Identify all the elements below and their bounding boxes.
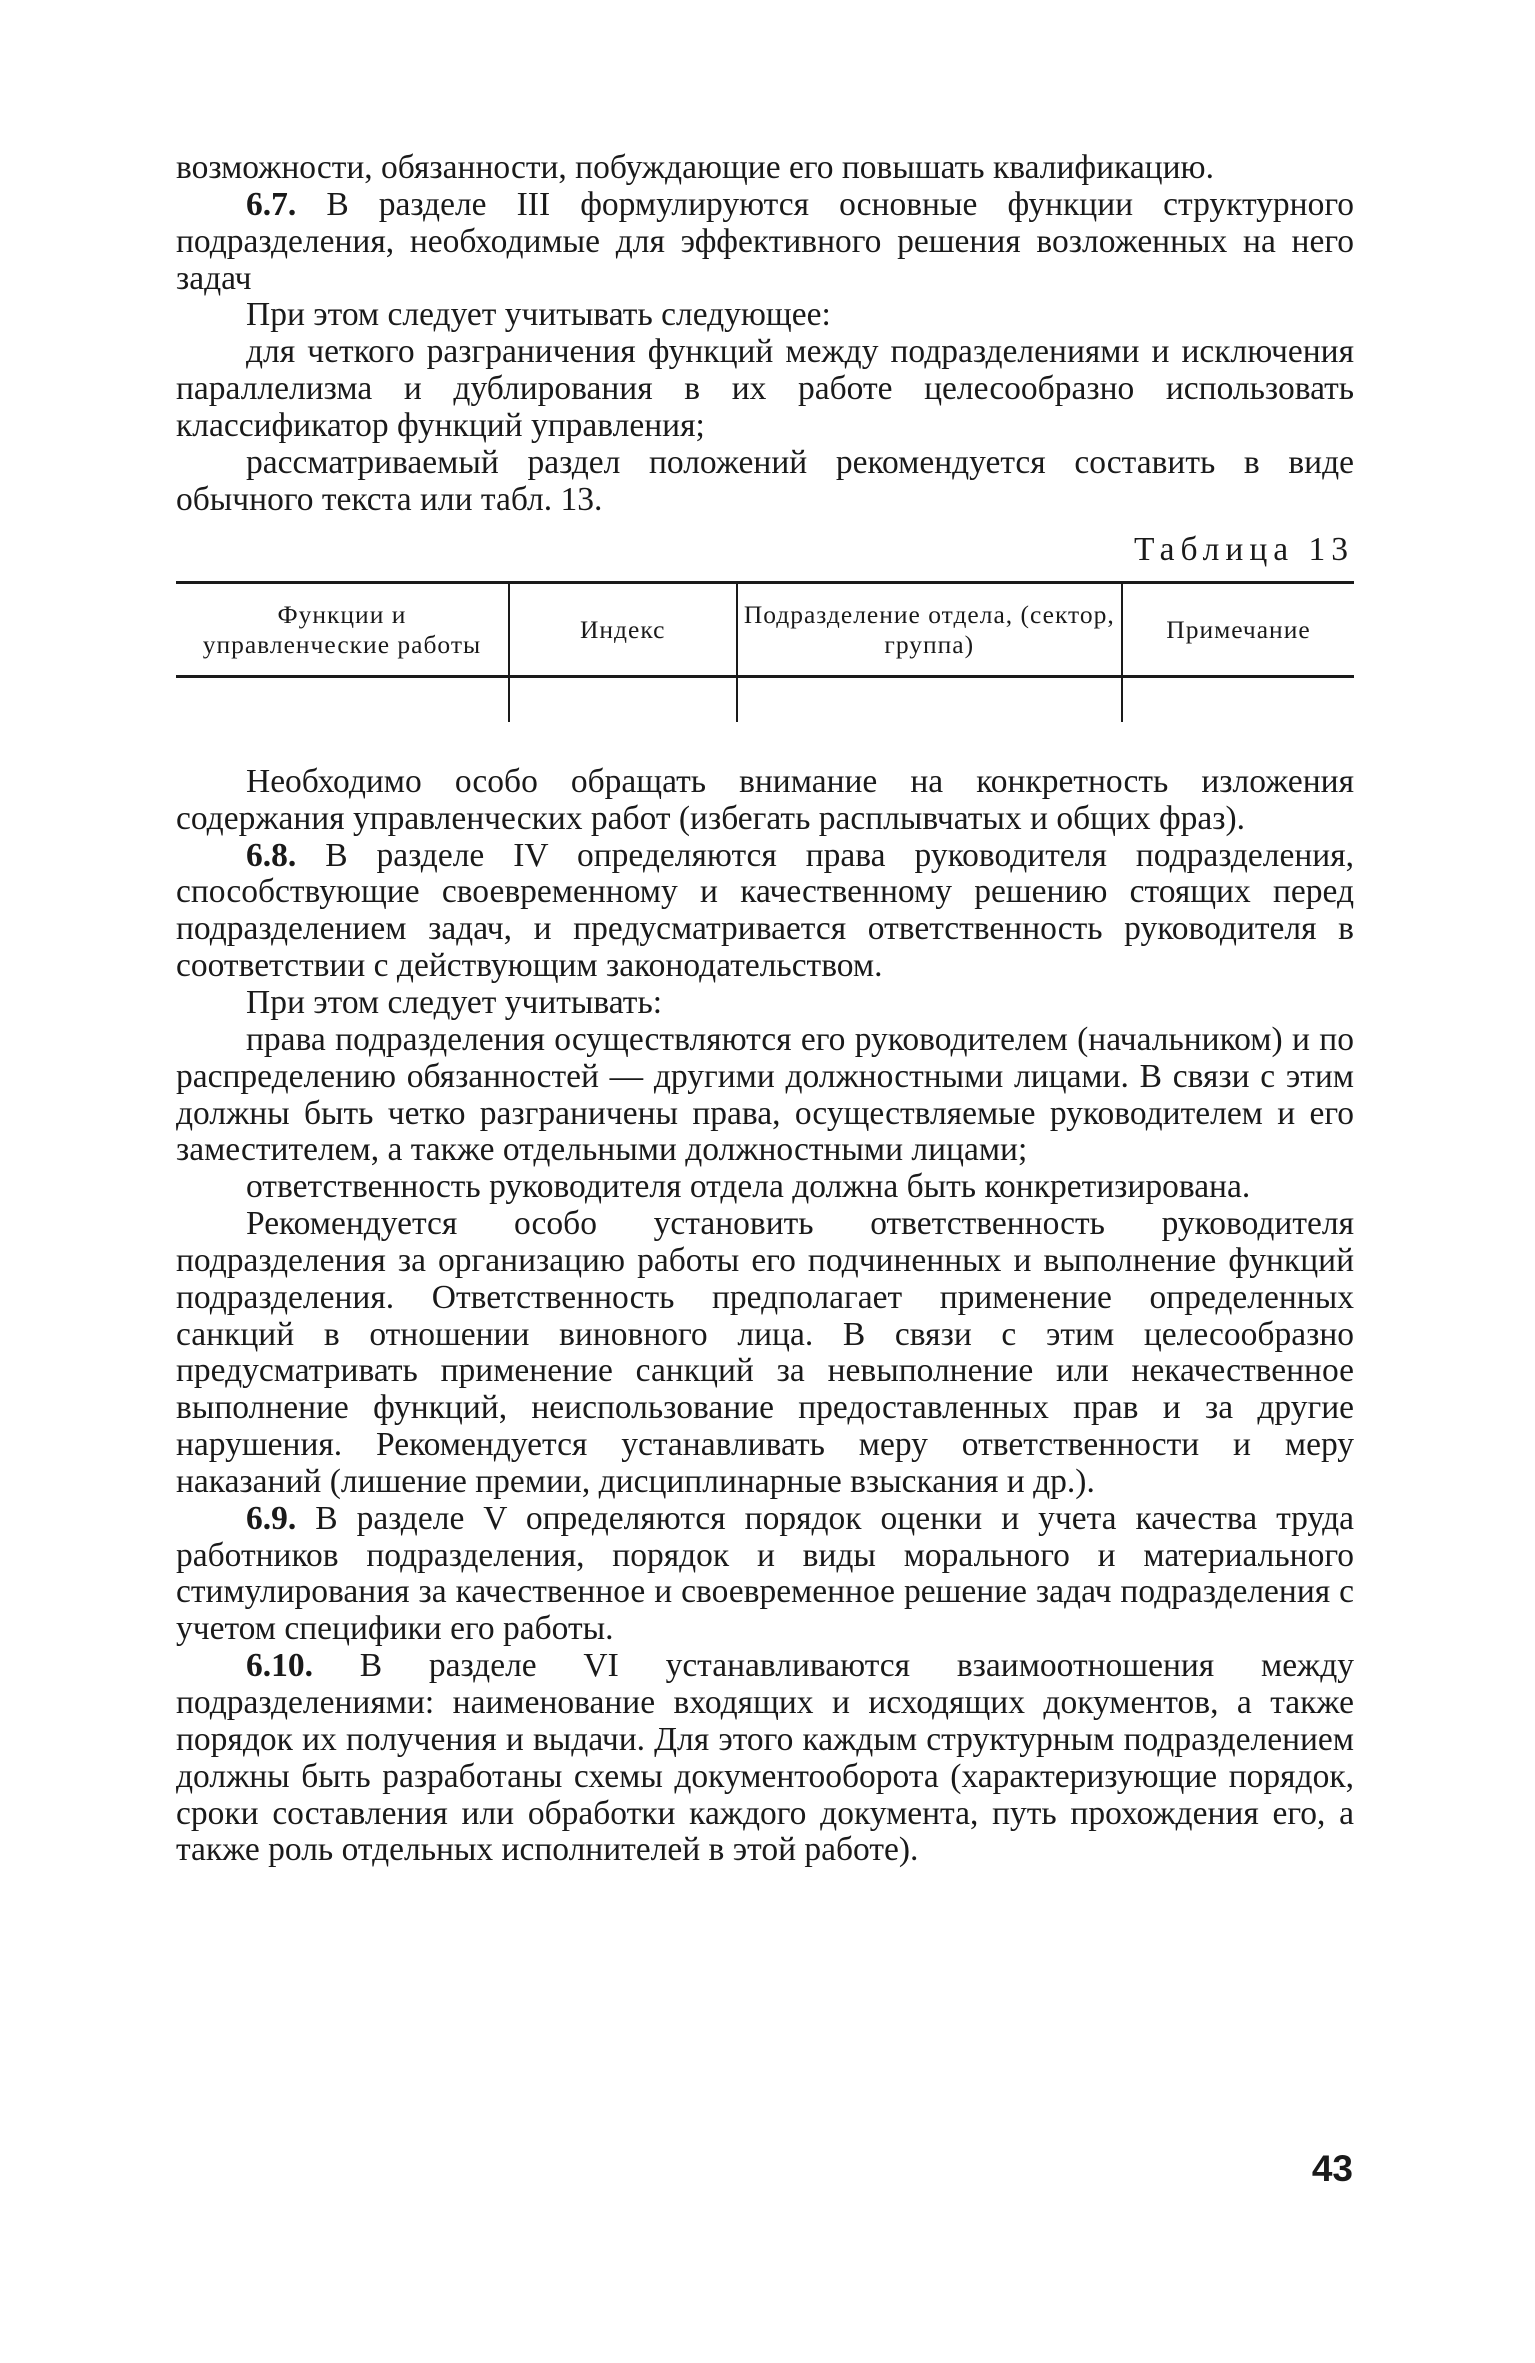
paragraph-text: для четкого разграничения функций между подразделениями и исключения параллелизма и дублирования в их работе целесообразно использовать классификатор функций управления; [176, 333, 1354, 444]
paragraph-p-6-10 [176, 1648, 1354, 1869]
paragraph-text: В разделе VI устанавливаются взаимоотношения между подразделениями: наименование входящих и исходящих документов, а также порядок их получения и выдачи. Для этого каждым структурным подразделением должны быть разработаны схемы документооборота (характеризующие порядок, сроки составления или обработки каждого документа, путь прохождения его, а также роль отдельных исполнителей в этой работе). [176, 1647, 1354, 1869]
section-number: 6.7. [246, 185, 297, 223]
header-note: Примечание [1122, 583, 1354, 677]
table-cell [176, 676, 509, 722]
section-number: 6.10. [246, 1647, 313, 1685]
paragraph-text: возможности, обязанности, побуждающие его повышать квалификацию. [176, 149, 1214, 186]
paragraph-p-6-9 [176, 1501, 1354, 1648]
paragraph-text: Необходимо особо обращать внимание на конкретность изложения содержания управленческих работ (избегать расплывчатых и общих фраз). [176, 762, 1354, 837]
table-empty-row [176, 676, 1354, 722]
paragraph-p-section-form [176, 445, 1354, 519]
paragraph-p-recommend [176, 1206, 1354, 1501]
header-subdivision: Подразделение отдела, (сектор, группа) [737, 583, 1122, 677]
paragraph-text: рассматриваемый раздел положений рекомендуется составить в виде обычного текста или табл. 13. [176, 443, 1354, 518]
table-cell [1122, 676, 1354, 722]
paragraph-text: При этом следует учитывать: [246, 983, 663, 1021]
paragraph-text: При этом следует учитывать следующее: [246, 296, 831, 334]
header-functions: Функции и управленческие работы [176, 583, 509, 677]
functions-table [176, 581, 1354, 722]
paragraph-text: права подразделения осуществляются его руководителем (начальником) и по распределению обязанностей — другими должностными лицами. В связи с этим должны быть четко разграничены права, осуществляемые руководителем и его заместителем, а также отдельными должностными лицами; [176, 1020, 1354, 1169]
paragraph-p-responsibility [176, 1169, 1354, 1206]
paragraph-p-6-7 [176, 187, 1354, 298]
paragraphs-top [176, 150, 1354, 518]
header-index: Индекс [509, 583, 737, 677]
table-cell [737, 676, 1122, 722]
paragraphs-bottom [176, 764, 1354, 1869]
paragraph-p-attention [176, 764, 1354, 838]
paragraph-p-continuation [176, 150, 1354, 187]
table-caption: Таблица 13 [1133, 531, 1354, 569]
paragraph-text: ответственность руководителя отдела должна быть конкретизирована. [246, 1168, 1251, 1206]
paragraph-p-consider [176, 297, 1354, 334]
paragraph-p-6-8 [176, 838, 1354, 985]
paragraph-p-classifier [176, 334, 1354, 445]
paragraph-p-rights [176, 1022, 1354, 1169]
table-cell [509, 676, 737, 722]
paragraph-text: Рекомендуется особо установить ответственность руководителя подразделения за организацию работы его подчиненных и выполнение функций подразделения. Ответственность предполагает применение определенных санкций в отношении виновного лица. В связи с этим целесообразно предусматривать применение санкций за невыполнение или некачественное выполнение функций, неиспользование предоставленных прав и за другие нарушения. Рекомендуется устанавливать меру ответственности и меру наказаний (лишение премии, дисциплинарные взыскания и др.). [176, 1205, 1354, 1500]
paragraph-text: В разделе III формулируются основные функции структурного подразделения, необходимые для эффективного решения возложенных на него задач [176, 185, 1354, 297]
paragraph-text: В разделе V определяются порядок оценки и учета качества труда работников подразделения, порядок и виды морального и материального стимулирования за качественное и своевременное решение задач подразделения с учетом специфики его работы. [176, 1499, 1354, 1648]
page-body [176, 150, 1354, 1869]
paragraph-p-consider-2 [176, 985, 1354, 1022]
section-number: 6.9. [246, 1499, 297, 1537]
paragraph-text: В разделе IV определяются права руководителя подразделения, способствующие своевременному и качественному решению стоящих перед подразделением задач, и предусматривается ответственность руководителя в соответствии с действующим законодательством. [176, 836, 1354, 985]
page-number: 43 [1311, 2148, 1353, 2189]
section-number: 6.8. [246, 836, 297, 874]
table-header-row [176, 583, 1354, 677]
